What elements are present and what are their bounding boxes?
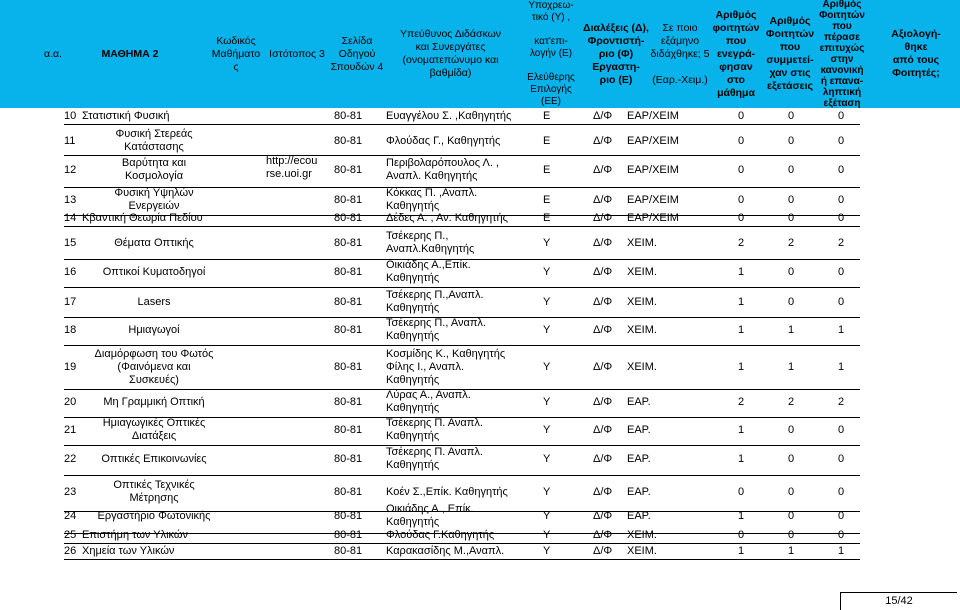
enrolled-count: 0: [738, 134, 745, 147]
enrolled-count: 0: [738, 110, 745, 122]
passed-count: 0: [838, 212, 845, 224]
teacher: Καρακασίδης Μ.,Αναπλ.: [386, 544, 505, 557]
course-code: 80-81: [334, 265, 363, 278]
page-number: 15/42: [840, 592, 957, 610]
row-number: 14: [64, 212, 77, 224]
course-code: 80-81: [334, 509, 363, 522]
semester: ΧΕΙΜ.: [627, 295, 657, 308]
teacher: Λύρας Α., Αναπλ. Καθηγητής: [386, 389, 471, 414]
examined-count: 1: [788, 323, 795, 336]
course-code: 80-81: [334, 212, 363, 224]
semester: ΕΑΡ.: [627, 423, 651, 436]
website-link[interactable]: http://ecou rse.uoi.gr: [266, 155, 318, 180]
course-code: 80-81: [334, 360, 363, 373]
teacher: Οικιάδης Α.,Επίκ. Καθηγητής: [386, 259, 471, 284]
course-type: Υ: [543, 236, 551, 249]
row-number: 22: [64, 452, 77, 465]
teaching-mode: Δ/Φ: [593, 265, 613, 278]
semester: ΧΕΙΜ.: [627, 528, 657, 541]
examined-count: 0: [788, 110, 795, 122]
row-divider: [64, 226, 860, 227]
course-title: Βαρύτητα και Κοσμολογία: [121, 157, 187, 182]
semester: ΕΑΡ.: [627, 452, 651, 465]
enrolled-count: 1: [738, 295, 745, 308]
course-type: Ε: [543, 163, 551, 176]
enrolled-count: 0: [738, 212, 745, 224]
semester: ΕΑΡ/ΧΕΙΜ: [627, 212, 679, 224]
semester: ΕΑΡ/ΧΕΙΜ: [627, 110, 679, 122]
course-type: Ε: [543, 110, 551, 122]
course-code: 80-81: [334, 423, 363, 436]
course-title: Στατιστική Φυσική: [82, 110, 170, 122]
course-type: Υ: [543, 485, 551, 498]
teaching-mode: Δ/Φ: [593, 163, 613, 176]
passed-count: 0: [838, 528, 845, 541]
teacher: Τσέκερης Π. Αναπλ. Καθηγητής: [386, 417, 483, 442]
teaching-mode: Δ/Φ: [593, 452, 613, 465]
course-type: Υ: [543, 360, 551, 373]
passed-count: 2: [838, 236, 845, 249]
course-code: 80-81: [334, 528, 363, 541]
examined-count: 0: [788, 265, 795, 278]
course-code: 80-81: [334, 544, 363, 557]
semester: ΧΕΙΜ.: [627, 265, 657, 278]
row-number: 25: [64, 528, 77, 541]
enrolled-count: 1: [738, 544, 745, 557]
course-title: Lasers: [137, 295, 171, 308]
row-number: 18: [64, 323, 77, 336]
course-title: Οπτικές Τεχνικές Μέτρησης: [113, 479, 195, 504]
course-code: 80-81: [334, 134, 363, 147]
enrolled-count: 1: [738, 423, 745, 436]
teaching-mode: Δ/Φ: [593, 360, 613, 373]
course-code: 80-81: [334, 485, 363, 498]
row-number: 15: [64, 236, 77, 249]
enrolled-count: 1: [738, 452, 745, 465]
course-type: Υ: [543, 509, 551, 522]
examined-count: 1: [788, 544, 795, 557]
row-number: 10: [64, 110, 77, 122]
course-type: Υ: [543, 544, 551, 557]
examined-count: 0: [788, 452, 795, 465]
course-title: Θέματα Οπτικής: [114, 236, 194, 249]
semester: ΧΕΙΜ.: [627, 544, 657, 557]
examined-count: 0: [788, 485, 795, 498]
course-type: Υ: [543, 528, 551, 541]
row-number: 17: [64, 295, 77, 308]
teacher: Κόκκας Π. ,Αναπλ. Καθηγητής: [386, 187, 478, 212]
teacher: Δέδες Α. , Αν. Καθηγητής: [386, 212, 508, 224]
row-number: 23: [64, 485, 77, 498]
course-title: Φυσική Στερεάς Κατάστασης: [115, 128, 193, 153]
course-type: Υ: [543, 452, 551, 465]
teaching-mode: Δ/Φ: [593, 110, 613, 122]
row-number: 11: [64, 134, 76, 147]
passed-count: 0: [838, 193, 845, 206]
row-number: 19: [64, 360, 77, 373]
header-ypefthynos: Υπεύθυνος Διδάσκων και Συνεργάτες (ονοματεπώνυμο και βαθμίδα): [399, 28, 502, 79]
header-enggrafi: Αριθμός φοιτητών που ενεγρά- φησαν στο μάθημα: [712, 8, 760, 99]
course-title: Κβαντική Θεωρία Πεδίου: [82, 212, 203, 224]
passed-count: 1: [838, 323, 845, 336]
course-title: Οπτικές Επικοινωνίες: [101, 452, 207, 465]
enrolled-count: 2: [738, 395, 745, 408]
semester: ΕΑΡ/ΧΕΙΜ: [627, 193, 679, 206]
enrolled-count: 1: [738, 265, 745, 278]
course-type: Ε: [543, 212, 551, 224]
teaching-mode: Δ/Φ: [593, 544, 613, 557]
enrolled-count: 1: [738, 509, 745, 522]
header-symmeteix: Αριθμός Φοιτητών που συμμετεί- χαν στις εξετάσεις: [765, 15, 815, 92]
course-code: 80-81: [334, 236, 363, 249]
course-title: Φυσική Υψηλών Ενεργειών: [114, 187, 194, 212]
enrolled-count: 0: [738, 528, 745, 541]
passed-count: 0: [838, 134, 845, 147]
teaching-mode: Δ/Φ: [593, 509, 613, 522]
examined-count: 0: [788, 163, 795, 176]
semester: ΕΑΡ.: [627, 509, 651, 522]
teaching-mode: Δ/Φ: [593, 395, 613, 408]
course-code: 80-81: [334, 395, 363, 408]
course-title: Χημεία των Υλικών: [82, 544, 175, 557]
row-divider: [64, 124, 860, 125]
course-code: 80-81: [334, 452, 363, 465]
passed-count: 0: [838, 423, 845, 436]
teacher: Φλούδας Γ.Καθηγητής: [386, 528, 495, 541]
teacher: Τσέκερης Π., Αναπλ.Καθηγητής: [386, 230, 475, 255]
examined-count: 0: [788, 212, 795, 224]
course-type: Ε: [543, 193, 551, 206]
teacher: Οικιάδης Α., Επίκ. Καθηγητής: [386, 503, 474, 528]
passed-count: 0: [838, 509, 845, 522]
row-number: 13: [64, 193, 77, 206]
passed-count: 2: [838, 395, 845, 408]
course-title: Ημιαγωγοί: [128, 323, 180, 336]
course-type: Υ: [543, 295, 551, 308]
row-number: 24: [64, 509, 77, 522]
enrolled-count: 0: [738, 163, 745, 176]
row-number: 12: [64, 163, 77, 176]
teacher: Κοέν Σ.,Επίκ. Καθηγητής: [386, 485, 508, 498]
course-code: 80-81: [334, 110, 363, 122]
header-istotopos: Ιστότοπος 3: [269, 47, 325, 60]
enrolled-count: 1: [738, 360, 745, 373]
semester: ΕΑΡ.: [627, 395, 651, 408]
passed-count: 0: [838, 485, 845, 498]
course-title: Ημιαγωγικές Οπτικές Διατάξεις: [102, 417, 206, 442]
teaching-mode: Δ/Φ: [593, 423, 613, 436]
enrolled-count: 0: [738, 485, 745, 498]
row-number: 26: [64, 544, 77, 557]
semester: ΧΕΙΜ.: [627, 360, 657, 373]
teacher: Τσέκερης Π. Αναπλ. Καθηγητής: [386, 446, 483, 471]
header-perase: Αριθμός Φοιτητών που πέρασε επιτυχώς στην κανονική ή επανα- ληπτική εξέταση: [819, 0, 865, 109]
teaching-mode: Δ/Φ: [593, 134, 613, 147]
semester: ΕΑΡ/ΧΕΙΜ: [627, 134, 679, 147]
header-ypoxreotiko: Υποχρεω- τικό (Υ) , κατ'επι- λογήν (Ε) Ελεύθερης Επιλογής (ΕΕ): [527, 0, 575, 107]
course-code: 80-81: [334, 295, 363, 308]
passed-count: 1: [838, 360, 845, 373]
teacher: Ευαγγέλου Σ. ,Καθηγητής: [386, 110, 512, 122]
course-title: Επιστήμη των Υλικών: [82, 528, 189, 541]
passed-count: 0: [838, 265, 845, 278]
header-axiologithike: Αξιολογή- θηκε από τους Φοιτητές;: [891, 28, 941, 79]
header-dialexeis: Διαλέξεις (Δ), Φροντιστή- ριο (Φ) Εργαστη- ριο (Ε): [583, 21, 649, 86]
header-kodikos: Κωδικός Μαθήματο ς: [211, 34, 261, 73]
examined-count: 0: [788, 134, 795, 147]
row-divider: [64, 287, 860, 288]
row-divider: [64, 559, 860, 560]
passed-count: 0: [838, 452, 845, 465]
teacher: Τσέκερης Π.,Αναπλ. Καθηγητής: [386, 289, 484, 314]
header-mathima: ΜΑΘΗΜΑ 2: [101, 47, 159, 60]
row-number: 21: [64, 423, 77, 436]
enrolled-count: 0: [738, 193, 745, 206]
semester: ΕΑΡ.: [627, 485, 651, 498]
header-examino: Σε ποιο εξάμηνο διδάχθηκε; 5 (Εαρ.-Χειμ.): [650, 21, 710, 86]
examined-count: 0: [788, 509, 795, 522]
course-code: 80-81: [334, 193, 363, 206]
teacher: Τσέκερης Π., Αναπλ. Καθηγητής: [386, 317, 486, 342]
table-header: [0, 0, 960, 108]
examined-count: 2: [788, 395, 795, 408]
teacher: Φλούδας Γ., Καθηγητής: [386, 134, 501, 147]
row-number: 20: [64, 395, 77, 408]
examined-count: 0: [788, 193, 795, 206]
teacher: Κοσμίδης Κ., Καθηγητής Φίλης Ι., Αναπλ. Καθηγητής: [386, 347, 506, 386]
examined-count: 1: [788, 360, 795, 373]
passed-count: 0: [838, 110, 845, 122]
course-type: Υ: [543, 265, 551, 278]
row-divider: [64, 345, 860, 346]
examined-count: 0: [788, 295, 795, 308]
course-title: Διαμόρφωση του Φωτός (Φαινόμενα και Συσκευές): [94, 347, 214, 386]
teaching-mode: Δ/Φ: [593, 528, 613, 541]
teaching-mode: Δ/Φ: [593, 236, 613, 249]
examined-count: 2: [788, 236, 795, 249]
passed-count: 0: [838, 295, 845, 308]
examined-count: 0: [788, 528, 795, 541]
course-type: Υ: [543, 395, 551, 408]
passed-count: 0: [838, 163, 845, 176]
teaching-mode: Δ/Φ: [593, 323, 613, 336]
course-code: 80-81: [334, 323, 363, 336]
teaching-mode: Δ/Φ: [593, 212, 613, 224]
enrolled-count: 2: [738, 236, 745, 249]
row-divider: [64, 475, 860, 476]
course-title: Οπτικοί Κυματοδηγοί: [102, 265, 206, 278]
examined-count: 0: [788, 423, 795, 436]
passed-count: 1: [838, 544, 845, 557]
header-selida: Σελίδα Οδηγού Σπουδών 4: [330, 34, 384, 73]
teaching-mode: Δ/Φ: [593, 485, 613, 498]
teaching-mode: Δ/Φ: [593, 193, 613, 206]
teaching-mode: Δ/Φ: [593, 295, 613, 308]
course-code: 80-81: [334, 163, 363, 176]
enrolled-count: 1: [738, 323, 745, 336]
course-title: Μη Γραμμική Οπτική: [103, 395, 205, 408]
row-divider: [64, 155, 860, 156]
course-type: Ε: [543, 134, 551, 147]
course-type: Υ: [543, 423, 551, 436]
semester: ΧΕΙΜ.: [627, 323, 657, 336]
teacher: Περιβολαρόπουλος Λ. , Αναπλ. Καθηγητής: [386, 157, 499, 182]
course-title: Εργαστήριο Φωτονικής: [97, 509, 211, 522]
semester: ΧΕΙΜ.: [627, 236, 657, 249]
row-number: 16: [64, 265, 77, 278]
course-type: Υ: [543, 323, 551, 336]
semester: ΕΑΡ/ΧΕΙΜ: [627, 163, 679, 176]
header-aa: α.α.: [44, 47, 62, 60]
